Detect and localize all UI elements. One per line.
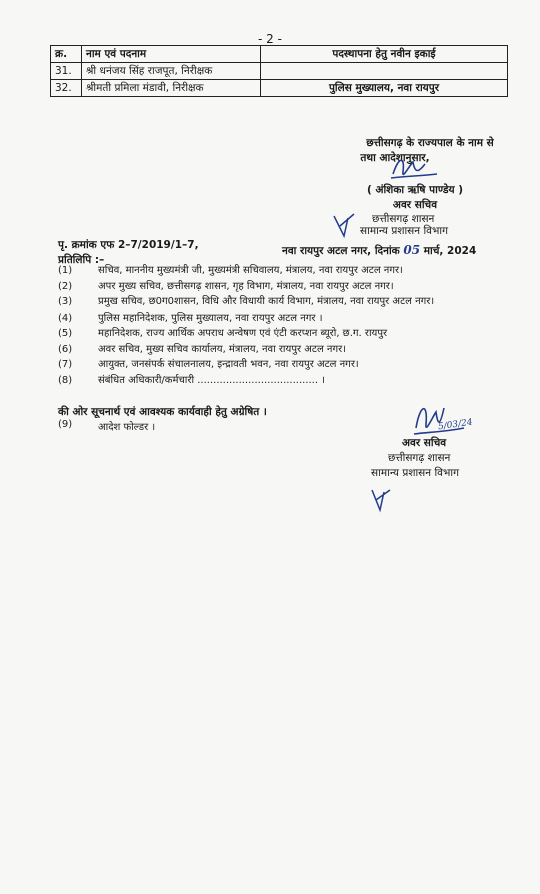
action-note: की ओर सूचनार्थ एवं आवश्यक कार्यवाही हेतु अग्रेषित । bbox=[58, 406, 267, 418]
date-prefix: नवा रायपुर अटल नगर, दिनांक bbox=[282, 245, 400, 257]
second-department: सामान्य प्रशासन विभाग bbox=[371, 467, 460, 479]
row-unit bbox=[261, 63, 508, 80]
order-line-2: तथा आदेशानुसार, bbox=[360, 152, 430, 164]
column-header-sn: क्र. bbox=[51, 46, 82, 63]
officer-designation: अवर सचिव bbox=[392, 199, 438, 211]
transfer-table bbox=[50, 45, 508, 97]
copy-list bbox=[58, 265, 518, 390]
list-item: (5) महानिदेशक, राज्य आर्थिक अपराध अन्वेषण एवं एंटी करप्शन ब्यूरो, छ.ग. रायपुर bbox=[58, 328, 388, 339]
list-item: (3) प्रमुख सचिव, छ0ग0शासन, विधि और विधायी कार्य विभाग, मंत्रालय, नवा रायपुर अटल नगर। bbox=[58, 296, 435, 307]
row-sn: 31. bbox=[51, 63, 82, 80]
list-item: (8) संबंधित अधिकारी/कर्मचारी ...................................... । bbox=[58, 374, 326, 386]
officer-department: सामान्य प्रशासन विभाग bbox=[360, 225, 449, 237]
second-designation: अवर सचिव bbox=[402, 437, 447, 449]
column-header-unit: पदस्थापना हेतु नवीन इकाई bbox=[261, 46, 508, 63]
second-govt: छत्तीसगढ़ शासन bbox=[388, 452, 451, 464]
list-item: (1) सचिव, माननीय मुख्यमंत्री जी, मुख्यमंत्री सचिवालय, मंत्रालय, नवा रायपुर अटल नगर। bbox=[58, 265, 403, 276]
copy-to-label: प्रतिलिपि :– bbox=[58, 254, 105, 266]
list-item: (7) आयुक्त, जनसंपर्क संचालनालय, इन्द्रावती भवन, नवा रायपुर अटल नगर। bbox=[58, 359, 359, 370]
page-number: - 2 - bbox=[258, 32, 282, 46]
initial-mark bbox=[330, 210, 360, 240]
reference-number: पृ. क्रमांक एफ 2–7/2019/1–7, bbox=[58, 239, 199, 251]
officer-name: ( अंशिका ऋषि पाण्डेय ) bbox=[366, 184, 463, 196]
table-row bbox=[51, 80, 508, 97]
reference-date bbox=[282, 243, 476, 258]
officer-govt: छत्तीसगढ़ शासन bbox=[372, 213, 435, 225]
row-name: श्रीमती प्रमिला मंडावी, निरीक्षक bbox=[82, 80, 261, 97]
list-item: (6) अवर सचिव, मुख्य सचिव कार्यालय, मंत्रालय, नवा रायपुर अटल नगर। bbox=[58, 343, 346, 355]
date-suffix: मार्च, 2024 bbox=[423, 245, 477, 257]
row-sn: 32. bbox=[51, 80, 82, 97]
order-line-1: छत्तीसगढ़ के राज्यपाल के नाम से bbox=[366, 137, 494, 149]
list-item: (2) अपर मुख्य सचिव, छत्तीसगढ़ शासन, गृह विभाग, मंत्रालय, नवा रायपुर अटल नगर। bbox=[58, 280, 394, 292]
list-item: (4) पुलिस महानिदेशक, पुलिस मुख्यालय, नवा रायपुर अटल नगर । bbox=[58, 312, 323, 324]
table-header-row bbox=[51, 46, 508, 63]
row-name: श्री धनंजय सिंह राजपूत, निरीक्षक bbox=[82, 63, 261, 80]
table-row bbox=[51, 63, 508, 80]
date-handwritten: 05 bbox=[403, 243, 421, 257]
handwritten-date: 5/03/24 bbox=[437, 417, 474, 433]
row-unit: पुलिस मुख्यालय, नवा रायपुर bbox=[261, 80, 508, 97]
list-item: (9) आदेश फोल्डर । bbox=[58, 419, 156, 433]
column-header-name: नाम एवं पदनाम bbox=[82, 46, 261, 63]
signature-image bbox=[385, 152, 445, 184]
second-initial-mark bbox=[368, 484, 396, 514]
